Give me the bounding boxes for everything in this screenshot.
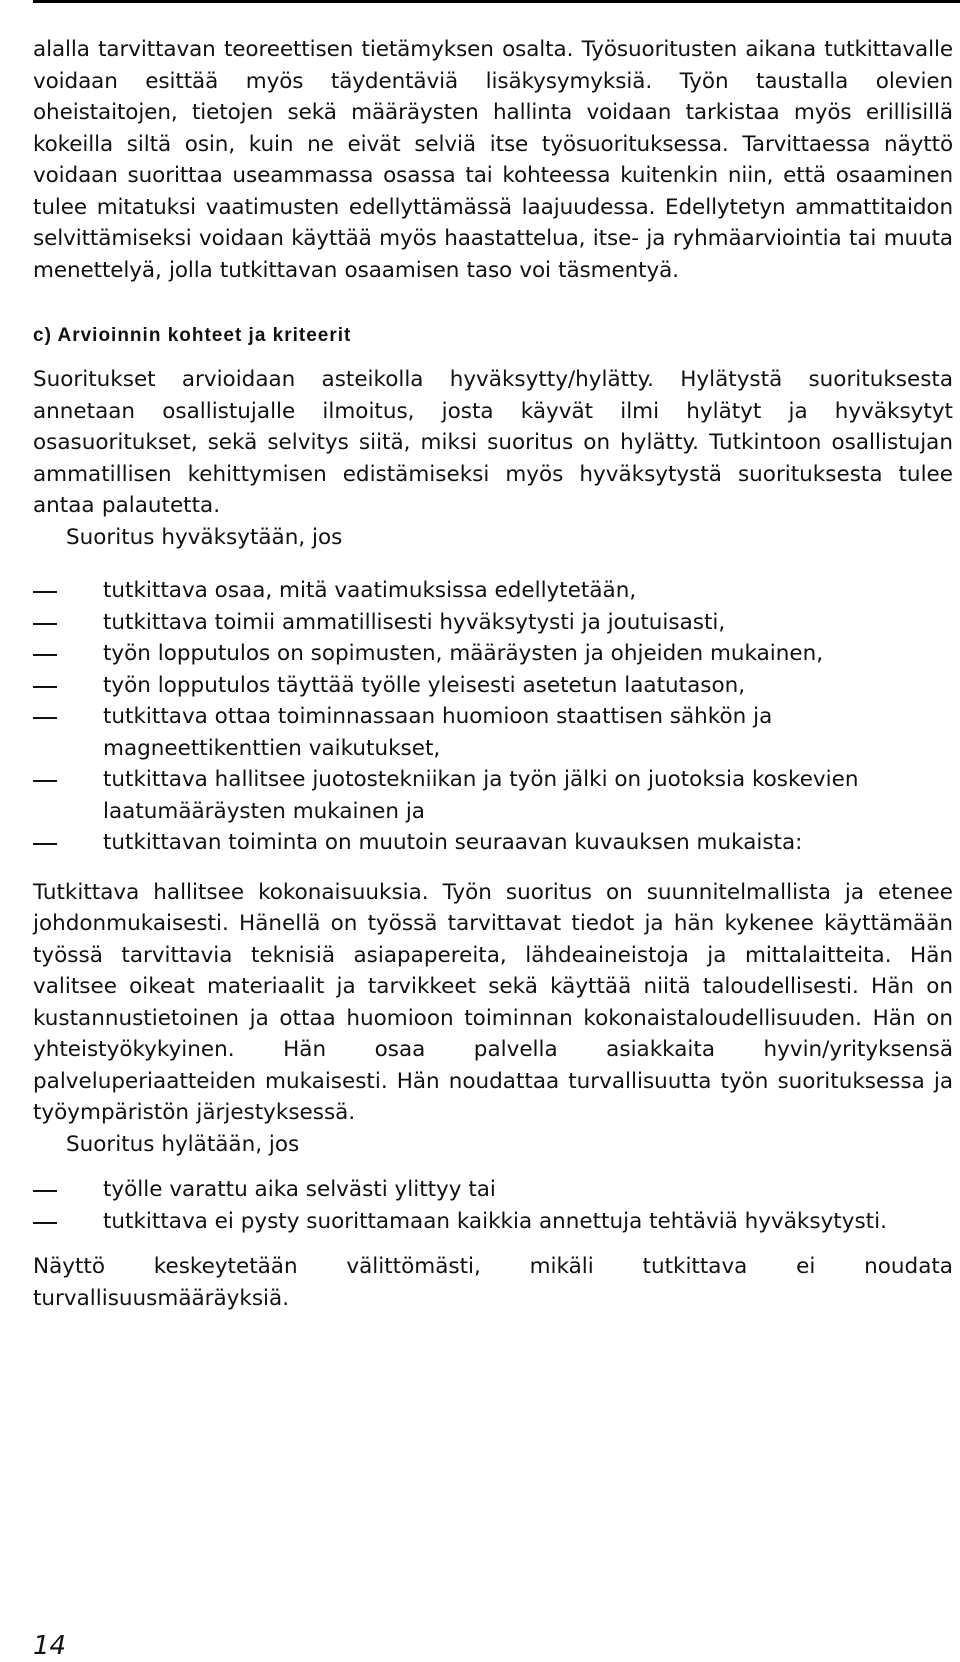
list-item: työn lopputulos täyttää työlle yleisesti asetetun laatutason, — [103, 672, 746, 698]
approved-criteria-list — [33, 575, 953, 859]
list-item: työlle varattu aika selvästi ylittyy tai — [103, 1177, 496, 1202]
list-item: tutkittava ottaa toiminnassaan huomioon staattisen sähkön ja magneettikenttien vaikutukset, — [103, 704, 773, 761]
section-title: Arvioinnin kohteet ja kriteerit — [57, 325, 352, 346]
approved-intro: Suoritus hyväksytään, jos — [66, 524, 343, 550]
paragraph-assessment-methods: alalla tarvittavan teoreettisen tietämyksen osalta. Työsuoritusten aikana tutkittavalle voidaan esittää myös täydentäviä lisäkysymyksiä. Työn taustalla olevien oheistaitojen, tietojen sekä määräysten hallinta voidaan tarkistaa myös erillisillä kokeilla siltä osin, kuin ne eivät selviä itse työsuorituksessa. Tarvittaessa näyttö voidaan suorittaa useammassa osassa tai kohteessa kuitenkin niin, että osaaminen tulee mitatuksi vaatimusten edellyttämässä laajuudessa. Edellytetyn ammattitaidon selvittämiseksi voidaan käyttää myös haastattelua, itse- ja ryhmäarviointia tai muuta menettelyä, jolla tutkittavan osaamisen taso voi täsmentyä. — [33, 37, 953, 283]
rejected-criteria-list — [33, 1174, 953, 1237]
rejected-intro: Suoritus hylätään, jos — [66, 1131, 300, 1157]
paragraph-grading: Suoritukset arvioidaan asteikolla hyväksytty/hylätty. Hylätystä suorituksesta annetaan osallistujalle ilmoitus, josta käyvät ilmi hylätyt ja hyväksytyt osasuoritukset, sekä selvitys siitä, miksi suoritus on hylätty. Tutkintoon osallistujan ammatillisen kehittymisen edistämiseksi myös hyväksytystä suorituksesta tulee antaa palautetta. — [33, 367, 953, 518]
list-item: tutkittavan toiminta on muutoin seuraavan kuvauksen mukaista: — [103, 830, 803, 855]
section-letter: c) — [33, 325, 52, 346]
list-item: tutkittava ei pysty suorittamaan kaikkia annettuja tehtäviä hyväksytysti. — [103, 1208, 887, 1234]
paragraph-competence-description: Tutkittava hallitsee kokonaisuuksia. Työn suoritus on suunnitelmallista ja etenee johdonmukaisesti. Hänellä on työssä tarvittavat tiedot ja hän kykenee käyttämään työssä tarvittavia teknisiä asiapapereita, lähdeaineistoja ja mittalaitteita. Hän valitsee oikeat materiaalit ja tarvikkeet sekä käyttää niitä taloudellisesti. Hän on kustannustietoinen ja ottaa huomioon toiminnan kokonaistaloudellisuuden. Hän on yhteistyökykyinen. Hän osaa palvella asiakkaita hyvin/yrityksensä palveluperiaatteiden mukaisesti. Hän noudattaa turvallisuutta työn suorituksessa ja työympäristön järjestyksessä. — [33, 879, 953, 1125]
document-page — [33, 34, 953, 1661]
top-rule — [33, 0, 960, 3]
list-item: työn lopputulos on sopimusten, määräysten ja ohjeiden mukainen, — [103, 641, 824, 666]
page-number: 14 — [33, 1631, 67, 1661]
list-item: tutkittava osaa, mitä vaatimuksissa edellytetään, — [103, 578, 637, 603]
section-heading — [33, 322, 953, 350]
paragraph-interruption: Näyttö keskeytetään välittömästi, mikäli tutkittava ei noudata turvallisuusmääräyksiä. — [33, 1254, 953, 1311]
list-item: tutkittava hallitsee juotostekniikan ja työn jälki on juotoksia koskevien laatumääräysten mukainen ja — [103, 767, 859, 824]
list-item: tutkittava toimii ammatillisesti hyväksytysti ja joutuisasti, — [103, 609, 726, 635]
